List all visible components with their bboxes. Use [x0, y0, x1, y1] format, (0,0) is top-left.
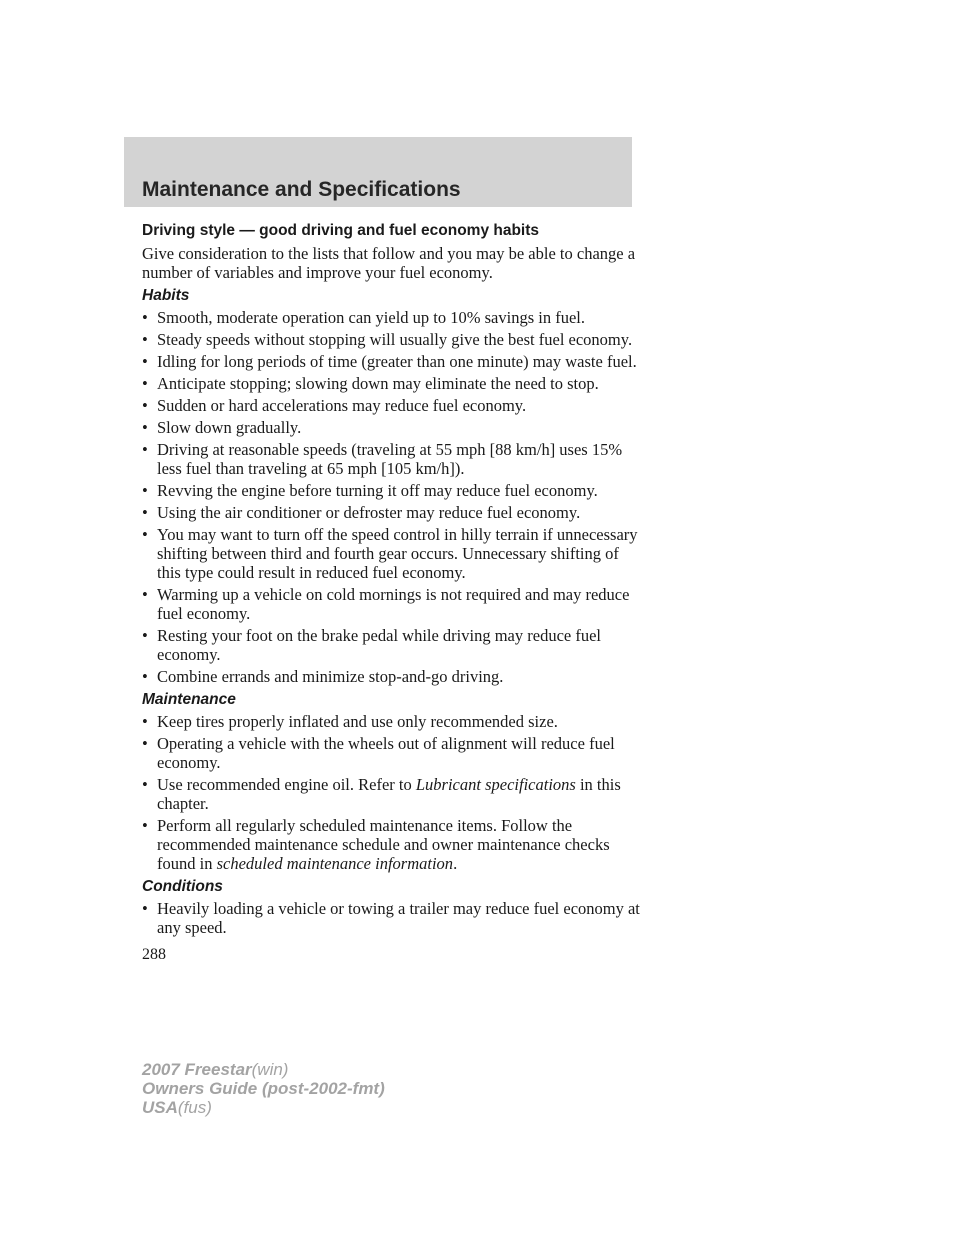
bullet-icon: •: [142, 374, 148, 393]
list-item: [142, 396, 642, 415]
page-number: 288: [142, 946, 166, 963]
list-item: [142, 418, 642, 437]
list-item-text: You may want to turn off the speed control in hilly terrain if unnecessary shifting between third and fourth gear occurs. Unnecessary shifting of this type could result in reduced fuel economy.: [157, 525, 638, 582]
bullet-icon: •: [142, 503, 148, 522]
maintenance-heading: Maintenance: [142, 691, 236, 708]
footer-market-code: (fus): [177, 1098, 212, 1117]
list-item-text: Keep tires properly inflated and use only recommended size.: [157, 712, 558, 731]
list-item-text: Revving the engine before turning it off may reduce fuel economy.: [157, 481, 598, 500]
footer-market: USA: [142, 1098, 178, 1117]
section-title: Driving style — good driving and fuel economy habits: [142, 222, 540, 239]
list-item: [142, 899, 642, 937]
bullet-icon: •: [142, 626, 148, 645]
list-item: [142, 816, 642, 873]
list-item: [142, 503, 642, 522]
list-item: [142, 374, 642, 393]
list-item: [142, 440, 642, 478]
footer-model: 2007 Freestar: [142, 1060, 252, 1079]
list-item-text: Using the air conditioner or defroster may reduce fuel economy.: [157, 503, 581, 522]
footer-line-1: [142, 1060, 385, 1079]
bullet-icon: •: [142, 816, 148, 835]
bullet-icon: •: [142, 418, 148, 437]
footer-model-code: (win): [251, 1060, 289, 1079]
list-item-text: Steady speeds without stopping will usually give the best fuel economy.: [157, 330, 633, 349]
list-item: [142, 734, 642, 772]
conditions-heading: Conditions: [142, 878, 223, 895]
bullet-icon: •: [142, 440, 148, 459]
page-content: [142, 221, 642, 940]
list-item: [142, 352, 642, 371]
list-item-text-tail: .: [453, 854, 458, 873]
bullet-icon: •: [142, 667, 148, 686]
list-item: [142, 330, 642, 349]
maintenance-list: [142, 712, 642, 873]
list-item: [142, 626, 642, 664]
list-item: [142, 481, 642, 500]
conditions-list: [142, 899, 642, 937]
habits-list: [142, 308, 642, 686]
footer-line-2: Owners Guide (post-2002-fmt): [142, 1079, 385, 1098]
bullet-icon: •: [142, 525, 148, 544]
chapter-title: Maintenance and Specifications: [142, 178, 461, 201]
section-intro: Give consideration to the lists that follow and you may be able to change a number of variables and improve your fuel economy.: [142, 244, 636, 282]
bullet-icon: •: [142, 899, 148, 918]
bullet-icon: •: [142, 712, 148, 731]
bullet-icon: •: [142, 775, 148, 794]
list-item: [142, 585, 642, 623]
bullet-icon: •: [142, 585, 148, 604]
list-item: [142, 712, 642, 731]
bullet-icon: •: [142, 481, 148, 500]
list-item-text: Warming up a vehicle on cold mornings is not required and may reduce fuel economy.: [157, 585, 630, 623]
lubricant-specifications-reference: Lubricant specifications: [415, 775, 576, 794]
bullet-icon: •: [142, 308, 148, 327]
list-item-text: Anticipate stopping; slowing down may eliminate the need to stop.: [157, 374, 599, 393]
list-item-text: Use recommended engine oil. Refer to: [157, 775, 416, 794]
list-item: [142, 775, 642, 813]
list-item-text: Slow down gradually.: [157, 418, 302, 437]
document-footer: [142, 1060, 385, 1117]
list-item-text: Perform all regularly scheduled maintenance items. Follow the recommended maintenance schedule and owner maintenance checks found in: [157, 816, 610, 873]
list-item: [142, 525, 642, 582]
list-item-text: Sudden or hard accelerations may reduce fuel economy.: [157, 396, 527, 415]
list-item: [142, 667, 642, 686]
habits-heading: Habits: [142, 287, 190, 304]
list-item-text: Smooth, moderate operation can yield up to 10% savings in fuel.: [157, 308, 585, 327]
bullet-icon: •: [142, 352, 148, 371]
list-item: [142, 308, 642, 327]
list-item-text: Heavily loading a vehicle or towing a trailer may reduce fuel economy at any speed.: [157, 899, 640, 937]
bullet-icon: •: [142, 330, 148, 349]
bullet-icon: •: [142, 396, 148, 415]
footer-line-3: [142, 1098, 385, 1117]
list-item-text: Driving at reasonable speeds (traveling at 55 mph [88 km/h] uses 15% less fuel than traveling at 65 mph [105 km/h]).: [157, 440, 623, 478]
list-item-text: Operating a vehicle with the wheels out of alignment will reduce fuel economy.: [157, 734, 615, 772]
list-item-text: Combine errands and minimize stop-and-go driving.: [157, 667, 504, 686]
list-item-text-tail: in this chapter.: [157, 775, 621, 813]
bullet-icon: •: [142, 734, 148, 753]
scheduled-maintenance-reference: scheduled maintenance information: [216, 854, 454, 873]
chapter-header-band: [124, 137, 632, 207]
list-item-text: Idling for long periods of time (greater than one minute) may waste fuel.: [157, 352, 637, 371]
list-item-text: Resting your foot on the brake pedal while driving may reduce fuel economy.: [157, 626, 601, 664]
